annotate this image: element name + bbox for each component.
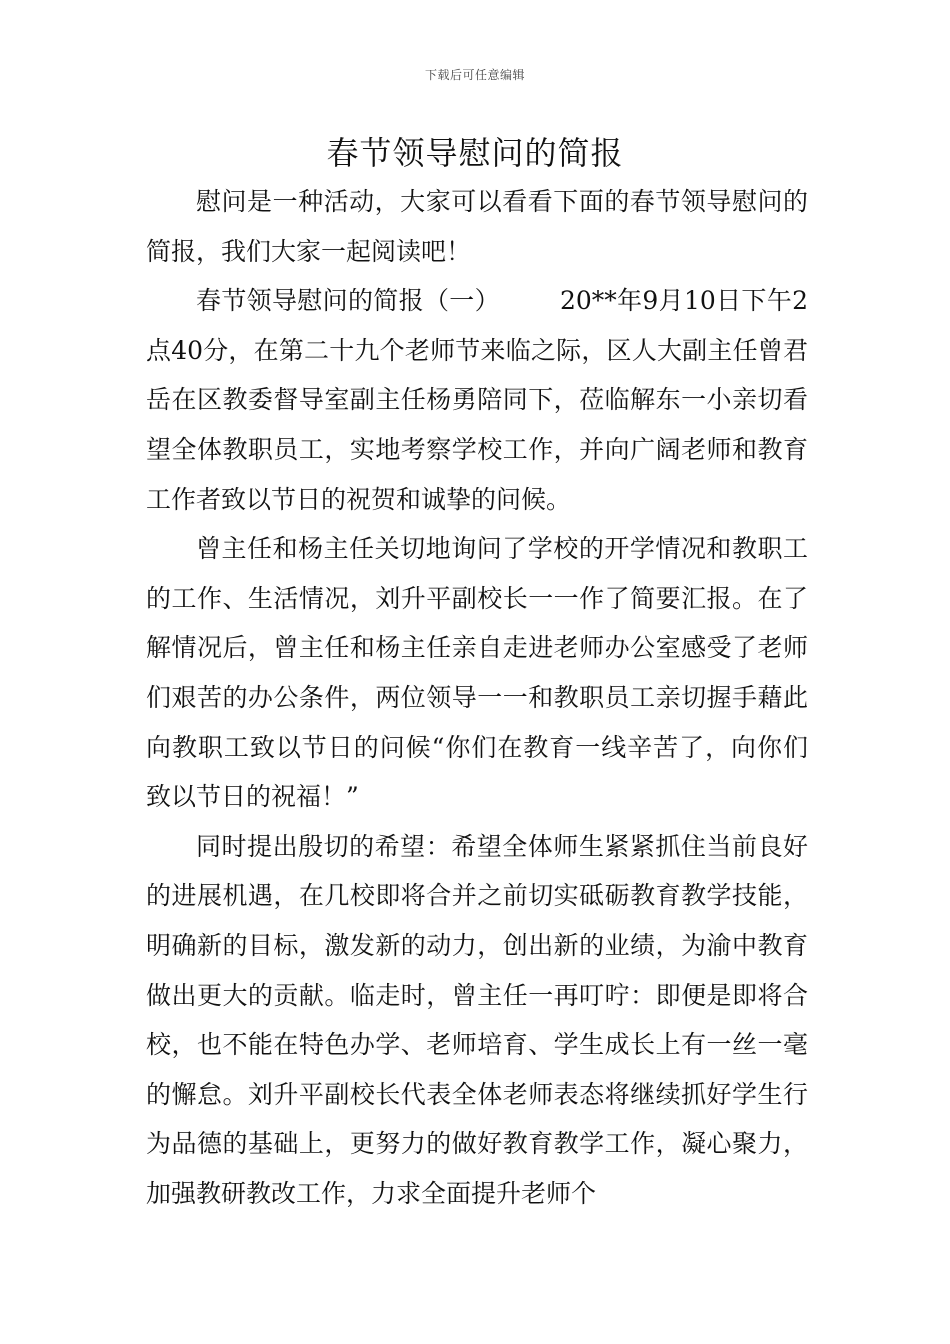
document-title: 春节领导慰问的简报: [326, 134, 624, 172]
brief-heading: 春节领导慰问的简报（一）: [196, 286, 500, 316]
paragraph-intro: 慰问是一种活动，大家可以看看下面的春节领导慰问的简报，我们大家一起阅读吧！: [146, 187, 808, 266]
brief-text: 20**年9月10日下午2点40分，在第二十九个老师节来临之际，区人大副主任曾君岳在区教委督导室副主任杨勇陪同下，莅临解东一小亲切看望全体教职员工，实地考察学校工作，并向广阔老师和教育工作者致以节日的祝贺和诚挚的问候。: [146, 286, 808, 514]
paragraph-brief-one: [146, 276, 808, 524]
paragraph-hope: 同时提出殷切的希望：希望全体师生紧紧抓住当前良好的进展机遇，在几校即将合并之前切实砥砺教育教学技能，明确新的目标，激发新的动力，创出新的业绩，为渝中教育做出更大的贡献。临走时，曾主任一再叮咛：即便是即将合校，也不能在特色办学、老师培育、学生成长上有一丝一毫的懈怠。刘升平副校长代表全体老师表态将继续抓好学生行为品德的基础上，更努力的做好教育教学工作，凝心聚力，加强教研教改工作，力求全面提升老师个: [146, 831, 808, 1208]
header-note: 下载后可任意编辑: [424, 68, 525, 82]
document-body: [146, 177, 808, 1218]
paragraph-visit: 曾主任和杨主任关切地询问了学校的开学情况和教职工的工作、生活情况，刘升平副校长一一作了简要汇报。在了解情况后，曾主任和杨主任亲自走进老师办公室感受了老师们艰苦的办公条件，两位领导一一和教职员工亲切握手藉此向教职工致以节日的问候“你们在教育一线辛苦了，向你们致以节日的祝福！”: [146, 534, 808, 812]
